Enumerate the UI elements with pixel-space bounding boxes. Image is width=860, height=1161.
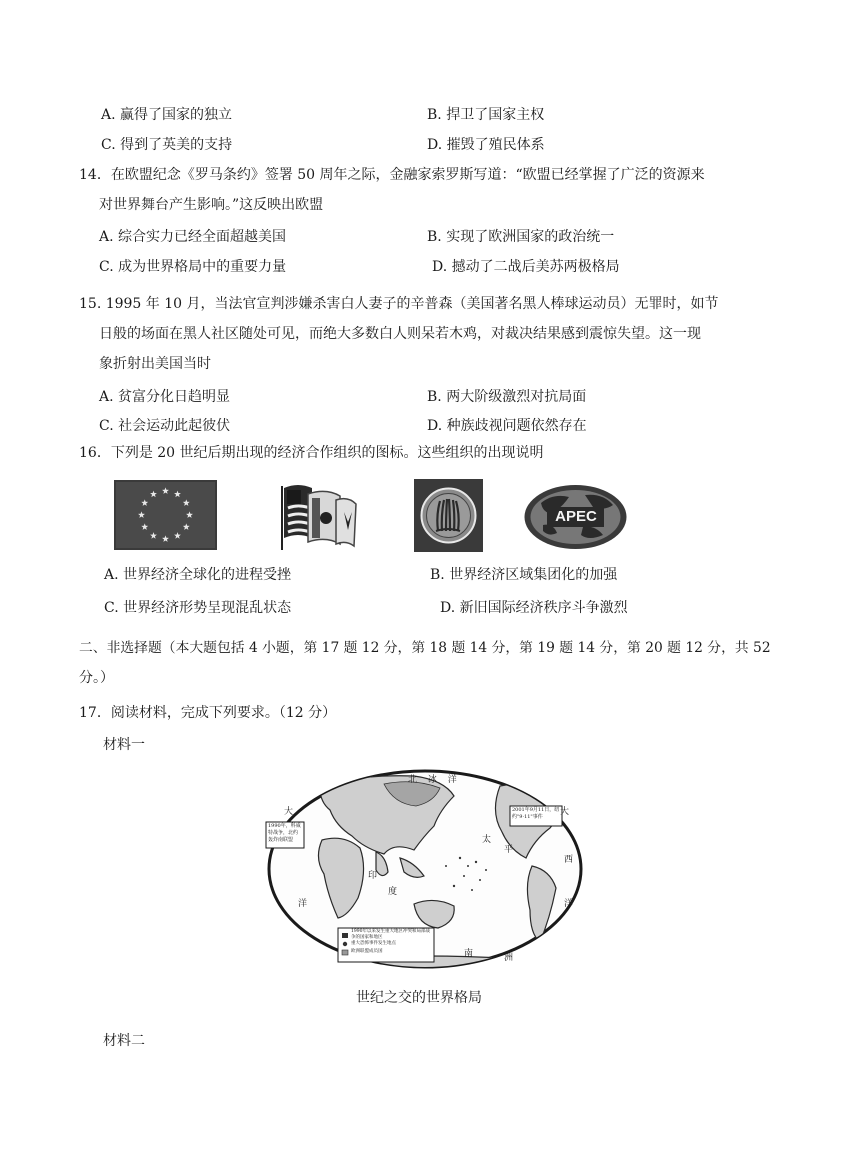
q15-stem-line3: 象折射出美国当时 xyxy=(99,356,211,372)
map-label-da-west: 大 xyxy=(284,807,294,817)
map-label-yin: 印 xyxy=(368,871,378,881)
map-label-zhou: 洲 xyxy=(504,953,514,963)
q16-option-d: D. 新旧国际经济秩序斗争激烈 xyxy=(440,600,628,616)
nafta-flags-logo xyxy=(278,478,360,552)
q15-option-b: B. 两大阶级激烈对抗局面 xyxy=(427,389,587,405)
q13-option-a: A. 赢得了国家的独立 xyxy=(101,107,233,123)
q14-option-b: B. 实现了欧洲国家的政治统一 xyxy=(427,229,615,245)
q15-stem-line1: 15. 1995 年 10 月，当法官宣判涉嫌杀害白人妻子的辛普森（美国著名黑人棒球运动员）无罪时，如节 xyxy=(79,296,719,312)
q15-option-d: D. 种族歧视问题依然存在 xyxy=(427,418,587,434)
world-map-figure xyxy=(264,766,586,972)
q17-material2-label: 材料二 xyxy=(103,1033,145,1049)
q14-option-d: D. 撼动了二战后美苏两极格局 xyxy=(432,259,620,275)
section2-heading-line1: 二、非选择题（本大题包括 4 小题，第 17 题 12 分，第 18 题 14 分，第 19 题 14 分，第 20 题 12 分，共 52 xyxy=(79,640,771,656)
map-label-da-east: 大 xyxy=(560,807,570,817)
section2-heading-line2: 分。） xyxy=(79,670,114,686)
q14-option-a: A. 综合实力已经全面超越美国 xyxy=(99,229,287,245)
q13-option-b: B. 捍卫了国家主权 xyxy=(427,107,545,123)
map-label-yang-west: 洋 xyxy=(298,899,308,909)
q15-option-a: A. 贫富分化日趋明显 xyxy=(99,389,231,405)
q13-option-c: C. 得到了英美的支持 xyxy=(101,137,233,153)
q16-option-c: C. 世界经济形势呈现混乱状态 xyxy=(104,600,292,616)
eu-flag-logo xyxy=(114,480,217,550)
q17-stem: 17．阅读材料，完成下列要求。（12 分） xyxy=(79,705,337,721)
apec-logo xyxy=(523,483,628,551)
q16-option-b: B. 世界经济区域集团化的加强 xyxy=(430,567,618,583)
map-label-yang-east: 洋 xyxy=(564,899,574,909)
asean-logo xyxy=(414,479,483,552)
q14-stem-line2: 对世界舞台产生影响。”这反映出欧盟 xyxy=(99,197,324,213)
q13-option-d: D. 摧毁了殖民体系 xyxy=(427,137,545,153)
map-legend-terror: 重大恐怖事件发生地点 xyxy=(351,941,396,946)
q17-material1-label: 材料一 xyxy=(103,737,145,753)
map-legend-conflicts: 1990年以来发生重大地区冲突和局部战争的国家和地区 xyxy=(351,929,430,940)
map-note-1990: 1990年，科威特战争，北约轰炸南联盟 xyxy=(268,823,301,843)
q14-option-c: C. 成为世界格局中的重要力量 xyxy=(99,259,287,275)
map-label-tai: 太 xyxy=(482,835,492,845)
q15-stem-line2: 日般的场面在黑人社区随处可见，而绝大多数白人则呆若木鸡，对裁决结果感到震惊失望。这一现 xyxy=(99,326,701,342)
q16-option-a: A. 世界经济全球化的进程受挫 xyxy=(104,567,292,583)
map-label-xi: 西 xyxy=(564,855,574,865)
map-label-du: 度 xyxy=(388,887,398,897)
q15-option-c: C. 社会运动此起彼伏 xyxy=(99,418,231,434)
map-label-nan: 南 xyxy=(464,949,474,959)
map-note-2001: 2001年9月11日，纽约"9·11"事件 xyxy=(512,807,560,820)
map-label-ping: 平 xyxy=(504,845,514,855)
map-label-arctic-ocean: 北 冰 洋 xyxy=(408,775,461,785)
q16-stem: 16．下列是 20 世纪后期出现的经济合作组织的图标。这些组织的出现说明 xyxy=(79,445,544,461)
apec-logo-text: APEC xyxy=(555,508,597,525)
q14-stem-line1: 14．在欧盟纪念《罗马条约》签署 50 周年之际，金融家索罗斯写道：“欧盟已经掌握了广泛的资源来 xyxy=(79,167,705,183)
map-legend-eu: 欧洲联盟成员国 xyxy=(351,949,383,954)
map-caption: 世纪之交的世界格局 xyxy=(356,990,482,1006)
